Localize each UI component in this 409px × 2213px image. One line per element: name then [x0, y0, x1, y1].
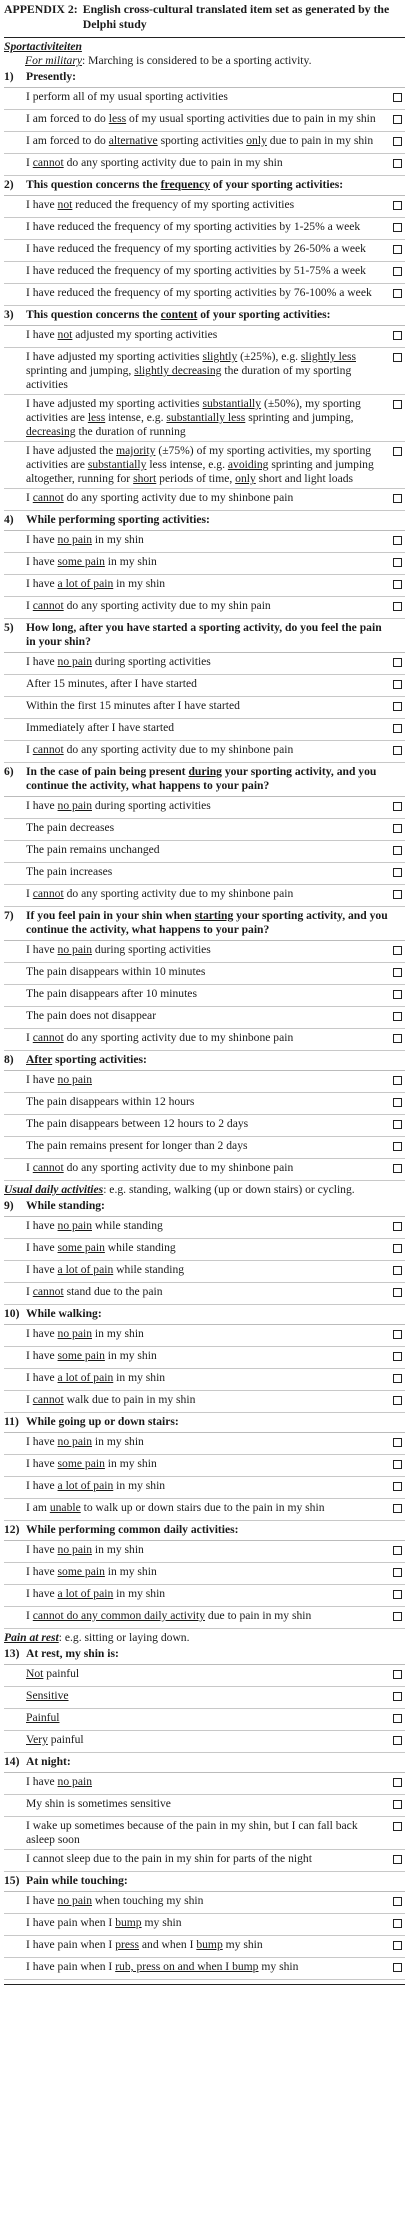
question-title: [4, 909, 405, 941]
checkbox-icon[interactable]: [393, 1941, 402, 1950]
checkbox-icon[interactable]: [393, 1692, 402, 1701]
answer-option-label: I cannot do any sporting activity due to my shinbone pain: [26, 491, 294, 504]
answer-option[interactable]: [4, 697, 405, 719]
answer-option[interactable]: [4, 575, 405, 597]
appendix-title: [4, 2, 405, 31]
answer-option[interactable]: [4, 841, 405, 863]
checkbox-icon[interactable]: [393, 1963, 402, 1972]
answer-option[interactable]: [4, 1795, 405, 1817]
answer-option[interactable]: [4, 1433, 405, 1455]
question-number: 13): [4, 1647, 20, 1660]
daily-heading: Usual daily activities: [4, 1183, 104, 1196]
checkbox-icon[interactable]: [393, 1612, 402, 1621]
answer-option[interactable]: [4, 1369, 405, 1391]
answer-option[interactable]: [4, 1541, 405, 1563]
answer-option[interactable]: [4, 88, 405, 110]
question-13: [4, 1647, 405, 1753]
question-text: After sporting activities:: [26, 1053, 147, 1066]
question-5: [4, 621, 405, 763]
answer-option-label: I cannot do any sporting activity due to my shin pain: [26, 599, 271, 612]
checkbox-icon[interactable]: [393, 267, 402, 276]
question-number: 9): [4, 1199, 14, 1212]
checkbox-icon[interactable]: [393, 680, 402, 689]
answer-option-label: I have no pain while standing: [26, 1219, 163, 1232]
question-title: [4, 1874, 405, 1892]
checkbox-icon[interactable]: [393, 724, 402, 733]
answer-option[interactable]: [4, 1283, 405, 1305]
answer-option-label: The pain remains unchanged: [26, 843, 160, 856]
checkbox-icon[interactable]: [393, 400, 402, 409]
answer-option-label: I have no pain in my shin: [26, 1435, 144, 1448]
answer-option[interactable]: [4, 1347, 405, 1369]
question-title: [4, 178, 405, 196]
checkbox-icon[interactable]: [393, 1142, 402, 1151]
answer-option-label: Within the first 15 minutes after I have started: [26, 699, 240, 712]
answer-option[interactable]: [4, 1261, 405, 1283]
answer-option[interactable]: [4, 653, 405, 675]
answer-option[interactable]: [4, 1731, 405, 1753]
checkbox-icon[interactable]: [393, 1736, 402, 1745]
checkbox-icon[interactable]: [393, 1098, 402, 1107]
checkbox-icon[interactable]: [393, 868, 402, 877]
question-9: [4, 1199, 405, 1305]
checkbox-icon[interactable]: [393, 1800, 402, 1809]
question-12: [4, 1523, 405, 1629]
checkbox-icon[interactable]: [393, 1919, 402, 1928]
answer-option-label: Not painful: [26, 1667, 80, 1680]
answer-option-label: The pain increases: [26, 865, 113, 878]
answer-option[interactable]: [4, 1007, 405, 1029]
checkbox-icon[interactable]: [393, 1244, 402, 1253]
answer-option[interactable]: [4, 1071, 405, 1093]
answer-option[interactable]: [4, 1391, 405, 1413]
answer-option-label: I have some pain in my shin: [26, 555, 157, 568]
question-title: [4, 513, 405, 531]
answer-option[interactable]: [4, 941, 405, 963]
question-text: At night:: [26, 1755, 71, 1768]
answer-option-label: Sensitive: [26, 1689, 69, 1702]
checkbox-icon[interactable]: [393, 245, 402, 254]
answer-option-label: I cannot do any common daily activity due to pain in my shin: [26, 1609, 312, 1622]
checkbox-icon[interactable]: [393, 1164, 402, 1173]
answer-option[interactable]: [4, 597, 405, 619]
answer-option[interactable]: [4, 1892, 405, 1914]
answer-option-label: I have not adjusted my sporting activities: [26, 328, 218, 341]
checkbox-icon[interactable]: [393, 353, 402, 362]
answer-option[interactable]: [4, 797, 405, 819]
answer-option[interactable]: [4, 110, 405, 132]
answer-option-label: I perform all of my usual sporting activities: [26, 90, 228, 103]
checkbox-icon[interactable]: [393, 968, 402, 977]
answer-option-label: I cannot do any sporting activity due to pain in my shin: [26, 156, 283, 169]
question-text: While performing sporting activities:: [26, 513, 210, 526]
question-number: 14): [4, 1755, 20, 1768]
checkbox-icon[interactable]: [393, 536, 402, 545]
answer-option-label: The pain disappears within 10 minutes: [26, 965, 206, 978]
answer-option-label: I cannot stand due to the pain: [26, 1285, 163, 1298]
question-4: [4, 513, 405, 619]
answer-option[interactable]: [4, 1137, 405, 1159]
checkbox-icon[interactable]: [393, 1374, 402, 1383]
answer-option[interactable]: [4, 1217, 405, 1239]
answer-option-label: I have no pain when touching my shin: [26, 1894, 204, 1907]
checkbox-icon[interactable]: [393, 1855, 402, 1864]
answer-option-label: Painful: [26, 1711, 60, 1724]
question-1: [4, 70, 405, 176]
answer-option-label: I have a lot of pain while standing: [26, 1263, 185, 1276]
question-text: While walking:: [26, 1307, 102, 1320]
answer-option[interactable]: [4, 1563, 405, 1585]
answer-option-label: Very painful: [26, 1733, 84, 1746]
answer-option-label: I cannot do any sporting activity due to my shinbone pain: [26, 887, 294, 900]
answer-option-label: After 15 minutes, after I have started: [26, 677, 197, 690]
answer-option-label: I am unable to walk up or down stairs due to the pain in my shin: [26, 1501, 325, 1514]
question-group-sport: [4, 70, 405, 1181]
answer-option-label: The pain remains present for longer than 2 days: [26, 1139, 248, 1152]
question-title: [4, 1307, 405, 1325]
answer-option-label: I cannot do any sporting activity due to my shinbone pain: [26, 743, 294, 756]
question-text: While performing common daily activities:: [26, 1523, 239, 1536]
answer-option-label: I have a lot of pain in my shin: [26, 1587, 166, 1600]
appendix-title-text: English cross-cultural translated item set as generated by the Delphi study: [82, 2, 390, 31]
answer-option-label: I have reduced the frequency of my sporting activities by 1-25% a week: [26, 220, 361, 233]
answer-option[interactable]: [4, 1817, 405, 1850]
answer-option-label: I cannot do any sporting activity due to my shinbone pain: [26, 1031, 294, 1044]
question-text: This question concerns the content of your sporting activities:: [26, 308, 331, 321]
checkbox-icon[interactable]: [393, 93, 402, 102]
checkbox-icon[interactable]: [393, 990, 402, 999]
checkbox-icon[interactable]: [393, 201, 402, 210]
answer-option-label: The pain decreases: [26, 821, 115, 834]
checkbox-icon[interactable]: [393, 1076, 402, 1085]
answer-option-label: I cannot walk due to pain in my shin: [26, 1393, 196, 1406]
question-number: 2): [4, 178, 14, 191]
answer-option[interactable]: [4, 553, 405, 575]
answer-option[interactable]: [4, 196, 405, 218]
answer-option[interactable]: [4, 154, 405, 176]
answer-option-label: I have pain when I press and when I bump my shin: [26, 1938, 263, 1951]
question-11: [4, 1415, 405, 1521]
checkbox-icon[interactable]: [393, 1590, 402, 1599]
answer-option-label: I have some pain in my shin: [26, 1457, 157, 1470]
military-note: [4, 54, 405, 68]
checkbox-icon[interactable]: [393, 1504, 402, 1513]
answer-option[interactable]: [4, 1585, 405, 1607]
answer-option[interactable]: [4, 863, 405, 885]
checkbox-icon[interactable]: [393, 159, 402, 168]
question-number: 4): [4, 513, 14, 526]
checkbox-icon[interactable]: [393, 494, 402, 503]
question-number: 1): [4, 70, 14, 83]
checkbox-icon[interactable]: [393, 558, 402, 567]
checkbox-icon[interactable]: [393, 802, 402, 811]
answer-option-label: I have reduced the frequency of my sporting activities by 26-50% a week: [26, 242, 366, 255]
answer-option-label: The pain disappears between 12 hours to 2 days: [26, 1117, 249, 1130]
answer-option-label: I have no pain during sporting activities: [26, 655, 211, 668]
checkbox-icon[interactable]: [393, 1266, 402, 1275]
question-title: [4, 70, 405, 88]
answer-option[interactable]: [4, 1709, 405, 1731]
rest-heading: Pain at rest: [4, 1631, 59, 1644]
question-title: [4, 1755, 405, 1773]
checkbox-icon[interactable]: [393, 1568, 402, 1577]
answer-option-label: I have no pain during sporting activities: [26, 799, 211, 812]
answer-option[interactable]: [4, 1159, 405, 1181]
answer-option-label: I have reduced the frequency of my sporting activities by 76-100% a week: [26, 286, 372, 299]
checkbox-icon[interactable]: [393, 331, 402, 340]
checkbox-icon[interactable]: [393, 1120, 402, 1129]
question-number: 8): [4, 1053, 14, 1066]
answer-option[interactable]: [4, 741, 405, 763]
question-7: [4, 909, 405, 1051]
checkbox-icon[interactable]: [393, 1034, 402, 1043]
answer-option[interactable]: [4, 963, 405, 985]
answer-option[interactable]: [4, 1115, 405, 1137]
answer-option[interactable]: [4, 1499, 405, 1521]
question-title: [4, 1199, 405, 1217]
question-title: [4, 1647, 405, 1665]
section-heading-daily: [4, 1183, 405, 1197]
answer-option-label: Immediately after I have started: [26, 721, 175, 734]
answer-option[interactable]: [4, 262, 405, 284]
answer-option[interactable]: [4, 1093, 405, 1115]
checkbox-icon[interactable]: [393, 580, 402, 589]
answer-option-label: I have pain when I bump my shin: [26, 1916, 182, 1929]
answer-option-label: I have some pain in my shin: [26, 1565, 157, 1578]
answer-option[interactable]: [4, 326, 405, 348]
question-15: [4, 1874, 405, 1980]
answer-option[interactable]: [4, 885, 405, 907]
answer-option-label: I have some pain in my shin: [26, 1349, 157, 1362]
checkbox-icon[interactable]: [393, 1352, 402, 1361]
question-title: [4, 1415, 405, 1433]
checkbox-icon[interactable]: [393, 946, 402, 955]
answer-option[interactable]: [4, 675, 405, 697]
answer-option-label: I wake up sometimes because of the pain in my shin, but I can fall back asleep soon: [26, 1819, 358, 1846]
appendix-label: APPENDIX 2:: [4, 2, 78, 16]
checkbox-icon[interactable]: [393, 702, 402, 711]
checkbox-icon[interactable]: [393, 746, 402, 755]
section-heading-sport: Sportactiviteiten: [4, 40, 82, 53]
answer-option[interactable]: [4, 819, 405, 841]
answer-option[interactable]: [4, 719, 405, 741]
checkbox-icon[interactable]: [393, 658, 402, 667]
answer-option-label: I have no pain in my shin: [26, 1327, 144, 1340]
checkbox-icon[interactable]: [393, 824, 402, 833]
question-3: [4, 308, 405, 511]
answer-option-label: I have pain when I rub, press on and when I bump my shin: [26, 1960, 299, 1973]
answer-option[interactable]: [4, 1325, 405, 1347]
question-title: [4, 308, 405, 326]
answer-option[interactable]: [4, 1029, 405, 1051]
question-number: 6): [4, 765, 14, 778]
answer-option[interactable]: [4, 442, 405, 489]
checkbox-icon[interactable]: [393, 602, 402, 611]
answer-option-label: I have some pain while standing: [26, 1241, 176, 1254]
military-note-prefix: For military: [25, 54, 83, 67]
answer-option[interactable]: [4, 531, 405, 553]
top-rule: [4, 37, 405, 38]
answer-option-label: I have adjusted my sporting activities substantially (±50%), my sporting activities are less intense, e.g. substantially less sprinting and jumping, decreasing the duration of running: [26, 397, 361, 438]
question-number: 15): [4, 1874, 20, 1887]
question-2: [4, 178, 405, 306]
military-note-text: : Marching is considered to be a sporting activity.: [82, 54, 312, 67]
answer-option[interactable]: [4, 489, 405, 511]
checkbox-icon[interactable]: [393, 223, 402, 232]
checkbox-icon[interactable]: [393, 1330, 402, 1339]
checkbox-icon[interactable]: [393, 1460, 402, 1469]
answer-option[interactable]: [4, 1477, 405, 1499]
question-text: If you feel pain in your shin when starting your sporting activity, and you continue the activity, what happens to your pain?: [26, 909, 388, 936]
checkbox-icon[interactable]: [393, 1778, 402, 1787]
checkbox-icon[interactable]: [393, 1546, 402, 1555]
question-title: [4, 765, 405, 797]
answer-option[interactable]: [4, 1607, 405, 1629]
answer-option[interactable]: [4, 985, 405, 1007]
answer-option-label: I have no pain: [26, 1775, 92, 1788]
answer-option-label: I have no pain: [26, 1073, 92, 1086]
question-title: [4, 621, 405, 653]
checkbox-icon[interactable]: [393, 1714, 402, 1723]
answer-option-label: The pain does not disappear: [26, 1009, 157, 1022]
checkbox-icon[interactable]: [393, 1012, 402, 1021]
answer-option-label: I cannot do any sporting activity due to my shinbone pain: [26, 1161, 294, 1174]
question-10: [4, 1307, 405, 1413]
checkbox-icon[interactable]: [393, 1482, 402, 1491]
answer-option-label: I have no pain in my shin: [26, 1543, 144, 1556]
answer-option[interactable]: [4, 1850, 405, 1872]
checkbox-icon[interactable]: [393, 289, 402, 298]
answer-option-label: I have reduced the frequency of my sporting activities by 51-75% a week: [26, 264, 366, 277]
answer-option[interactable]: [4, 1687, 405, 1709]
checkbox-icon[interactable]: [393, 846, 402, 855]
question-text: While standing:: [26, 1199, 105, 1212]
answer-option-label: I have adjusted the majority (±75%) of my sporting activities, my sporting activities are substantially less intense, e.g. avoiding sprinting and jumping altogether, running for short periods of time, only short and light loads: [26, 444, 374, 485]
checkbox-icon[interactable]: [393, 1288, 402, 1297]
answer-option-label: The pain disappears within 12 hours: [26, 1095, 195, 1108]
question-text: In the case of pain being present during your sporting activity, and you continue the activity, what happens to your pain?: [26, 765, 377, 792]
answer-option-label: I have a lot of pain in my shin: [26, 1371, 166, 1384]
question-text: How long, after you have started a sporting activity, do you feel the pain in your shin?: [26, 621, 382, 648]
question-number: 3): [4, 308, 14, 321]
answer-option-label: I have no pain during sporting activities: [26, 943, 211, 956]
answer-option-label: I am forced to do alternative sporting activities only due to pain in my shin: [26, 134, 374, 147]
question-title: [4, 1523, 405, 1541]
answer-option[interactable]: [4, 395, 405, 442]
daily-heading-text: : e.g. standing, walking (up or down stairs) or cycling.: [103, 1183, 355, 1196]
answer-option[interactable]: [4, 1455, 405, 1477]
question-number: 11): [4, 1415, 19, 1428]
answer-option[interactable]: [4, 348, 405, 395]
question-14: [4, 1755, 405, 1872]
question-title: [4, 1053, 405, 1071]
answer-option-label: I cannot sleep due to the pain in my shin for parts of the night: [26, 1852, 312, 1865]
question-text: At rest, my shin is:: [26, 1647, 119, 1660]
checkbox-icon[interactable]: [393, 137, 402, 146]
answer-option[interactable]: [4, 284, 405, 306]
question-number: 7): [4, 909, 14, 922]
answer-option-label: My shin is sometimes sensitive: [26, 1797, 171, 1810]
question-number: 12): [4, 1523, 20, 1536]
checkbox-icon[interactable]: [393, 1822, 402, 1831]
question-text: This question concerns the frequency of your sporting activities:: [26, 178, 344, 191]
answer-option-label: I have a lot of pain in my shin: [26, 577, 166, 590]
answer-option[interactable]: [4, 1239, 405, 1261]
checkbox-icon[interactable]: [393, 1670, 402, 1679]
question-number: 10): [4, 1307, 20, 1320]
question-6: [4, 765, 405, 907]
answer-option[interactable]: [4, 218, 405, 240]
answer-option[interactable]: [4, 132, 405, 154]
answer-option[interactable]: [4, 1773, 405, 1795]
question-group-daily: [4, 1199, 405, 1629]
question-group-rest: [4, 1647, 405, 1980]
question-text: Pain while touching:: [26, 1874, 128, 1887]
checkbox-icon[interactable]: [393, 890, 402, 899]
question-8: [4, 1053, 405, 1181]
answer-option-label: I have not reduced the frequency of my sporting activities: [26, 198, 295, 211]
checkbox-icon[interactable]: [393, 447, 402, 456]
checkbox-icon[interactable]: [393, 1897, 402, 1906]
answer-option-label: I have no pain in my shin: [26, 533, 144, 546]
answer-option[interactable]: [4, 1914, 405, 1936]
bottom-rule: [4, 1984, 405, 1985]
rest-heading-text: : e.g. sitting or laying down.: [58, 1631, 190, 1644]
answer-option[interactable]: [4, 1936, 405, 1958]
answer-option-label: I have a lot of pain in my shin: [26, 1479, 166, 1492]
answer-option-label: The pain disappears after 10 minutes: [26, 987, 197, 1000]
checkbox-icon[interactable]: [393, 1438, 402, 1447]
section-heading-rest: [4, 1631, 405, 1645]
checkbox-icon[interactable]: [393, 115, 402, 124]
question-text: While going up or down stairs:: [26, 1415, 179, 1428]
answer-option[interactable]: [4, 1958, 405, 1980]
question-text: Presently:: [26, 70, 77, 83]
question-number: 5): [4, 621, 14, 634]
answer-option[interactable]: [4, 1665, 405, 1687]
answer-option[interactable]: [4, 240, 405, 262]
answer-option-label: I am forced to do less of my usual sporting activities due to pain in my shin: [26, 112, 376, 125]
checkbox-icon[interactable]: [393, 1222, 402, 1231]
checkbox-icon[interactable]: [393, 1396, 402, 1405]
answer-option-label: I have adjusted my sporting activities slightly (±25%), e.g. slightly less sprinting and jumping, slightly decreasing the duration of my sporting activities: [26, 350, 356, 391]
